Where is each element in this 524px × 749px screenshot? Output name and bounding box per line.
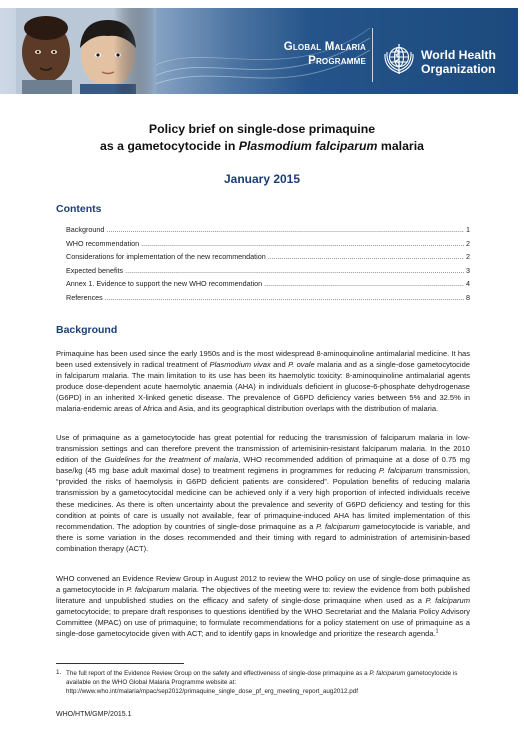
footnote-divider [56, 663, 184, 664]
p3-italic-1: P. falciparum [126, 585, 170, 595]
toc-leader [264, 279, 464, 288]
toc-item-page: 2 [466, 252, 470, 262]
p1-italic-1: Plasmodium vivax [209, 360, 271, 370]
toc-item-title: References [66, 292, 103, 302]
contents-heading: Contents [56, 203, 102, 215]
toc-item[interactable] [66, 266, 470, 280]
p2-italic-1: Guidelines for the treatment of malaria [104, 455, 239, 465]
toc-leader [106, 225, 464, 234]
toc-item-title: Background [66, 225, 105, 234]
publication-date: January 2015 [223, 172, 301, 186]
programme-name-line2: Programme [308, 55, 366, 67]
toc-item-page: 2 [466, 238, 470, 248]
toc-item[interactable] [66, 225, 470, 239]
p1-text-c: malaria and as a single-dose gametocytocide in falciparum malaria. The main limitation to its use has been its haemolytic toxicity: 8-aminoquinoline antimalarial agents produce dose-dependent acute haemolytic anaemia (AHA) in individuals deficient in glucose-6-phosphate dehydrogenase (G6PD) in an inherited X-linked genetic disease. The prevalence of G6PD deficiency varies between 5% and 32.5% in malaria-endemic areas of Africa and Asia, and its geographical distribution overlaps with the distribution of malaria. [56, 360, 471, 414]
toc-item-page: 1 [466, 225, 470, 234]
p2-text-a: Use of primaquine as a gametocytocide has great potential for reducing the transmission of falciparum malaria in low-transmission settings and can therefore prevent the transmission of artemisinin-resistant falciparum malaria. In the 2010 edition of the [56, 433, 470, 465]
toc-leader [141, 239, 464, 248]
p3-text-a: WHO convened an Evidence Review Group in August 2012 to review the WHO policy on use of single-dose primaquine as a gametocytocide in [56, 574, 470, 595]
toc-leader [125, 266, 464, 275]
footnote-ref[interactable]: 1 [435, 628, 439, 635]
who-name-line1: World Health [421, 48, 496, 62]
background-paragraph-2 [56, 432, 470, 554]
p3-text-b: malaria. The objectives of the meeting were to: review the evidence from both published literature and unpublished studies on the efficacy and safety of single-dose primaquine when used as a [56, 585, 470, 606]
p3-text-c: gametocytocide; to prepare draft responses to questions identified by the WHO Secretariat and the Malaria Policy Advisory Committee (MPAC) on use of primaquine; to formulate recommendations for a policy statement on use of primaquine as a single-dose gametocytocide given with ACT; and to identify gaps in knowledge and prioritize the research agenda. [56, 607, 470, 639]
title-line1: Policy brief on single-dose primaquine [148, 122, 376, 136]
p1-text-b: and [270, 360, 289, 370]
p2-text-c: transmission, “provided the risks of haemolysis in G6PD deficient patients are considered”. Population benefits of reducing malaria transmission by a gametocytocidal medicine can be achieved only if a very high proportion of infected individuals receive these medicines. As there is often uncertainty about the prevalence and severity of G6PD deficiency and testing for this condition at points of care is usually not available, fear of primaquine-induced AHA has limited implementation of this recommendation. The adoption by countries of single-dose primaquine as a [56, 466, 470, 531]
toc-item-page: 3 [466, 265, 470, 275]
toc-item[interactable] [66, 239, 470, 253]
footnote-text-a: The full report of the Evidence Review Group on the safety and effectiveness of single-dose primaquine as a [66, 670, 370, 677]
p3-italic-2: P. falciparum [425, 596, 470, 606]
p1-text-a: Primaquine has been used since the early 1950s and is the most widespread 8-aminoquinoline antimalarial medicine. It has been used extensively in radical treatment of [56, 349, 470, 370]
toc-item-title: Annex 1. Evidence to support the new WHO recommendation [66, 279, 263, 289]
p1-italic-2: P. ovale [288, 360, 315, 370]
p2-text-b: , WHO recommended addition of primaquine at a dose of 0.75 mg base/kg (45 mg base adult maximal dose) to treatment regimens in programmes for reducing [56, 455, 470, 476]
document-title [0, 121, 524, 155]
toc-item[interactable] [66, 279, 470, 293]
children-photo [16, 8, 156, 94]
footnote-number: 1. [56, 669, 62, 676]
toc-leader [105, 293, 464, 302]
who-name-line2: Organization [421, 62, 496, 76]
document-reference-code: WHO/HTM/GMP/2015.1 [56, 711, 132, 718]
background-heading: Background [56, 324, 118, 336]
who-emblem-icon [381, 42, 417, 76]
programme-name-line1: Global Malaria [283, 41, 366, 53]
toc-item-page: 8 [466, 292, 470, 302]
toc-item[interactable] [66, 252, 470, 266]
header-banner [0, 8, 518, 94]
title-line2-prefix: as a gametocytocide in [100, 139, 239, 153]
p2-text-d: gametocytocide is variable, and there is some variation in the doses recommended and their timing with regard to administration of artemisinin-based combination therapy (ACT). [56, 521, 470, 553]
toc-item-title: Considerations for implementation of the new recommendation [66, 252, 266, 262]
toc-leader [268, 252, 464, 261]
title-line2-species: Plasmodium falciparum [238, 139, 378, 153]
toc-item-title: Expected benefits [66, 265, 124, 275]
table-of-contents [66, 225, 470, 307]
toc-item-title: WHO recommendation [66, 238, 140, 248]
header-divider [372, 28, 373, 82]
p2-italic-3: P. falciparum [316, 521, 360, 531]
toc-item[interactable] [66, 293, 470, 307]
toc-item-page: 4 [466, 279, 470, 289]
who-name [421, 48, 496, 76]
footnote-text-b: gametocytocide is available on the WHO Global Malaria Programme website at: [66, 670, 458, 687]
programme-name [254, 40, 366, 68]
footnote-url-link[interactable]: http://www.who.int/malaria/mpac/sep2012/primaquine_single_dose_pf_erg_meeting_report_aug2012.pdf [66, 688, 358, 696]
title-line2-suffix: malaria [377, 139, 424, 153]
background-paragraph-3 [56, 573, 470, 640]
title-line2 [0, 138, 524, 155]
background-paragraph-1 [56, 348, 470, 415]
p2-italic-2: P. falciparum [378, 466, 423, 476]
footnote [66, 669, 470, 697]
footnote-italic: P. falciparum [369, 670, 406, 677]
